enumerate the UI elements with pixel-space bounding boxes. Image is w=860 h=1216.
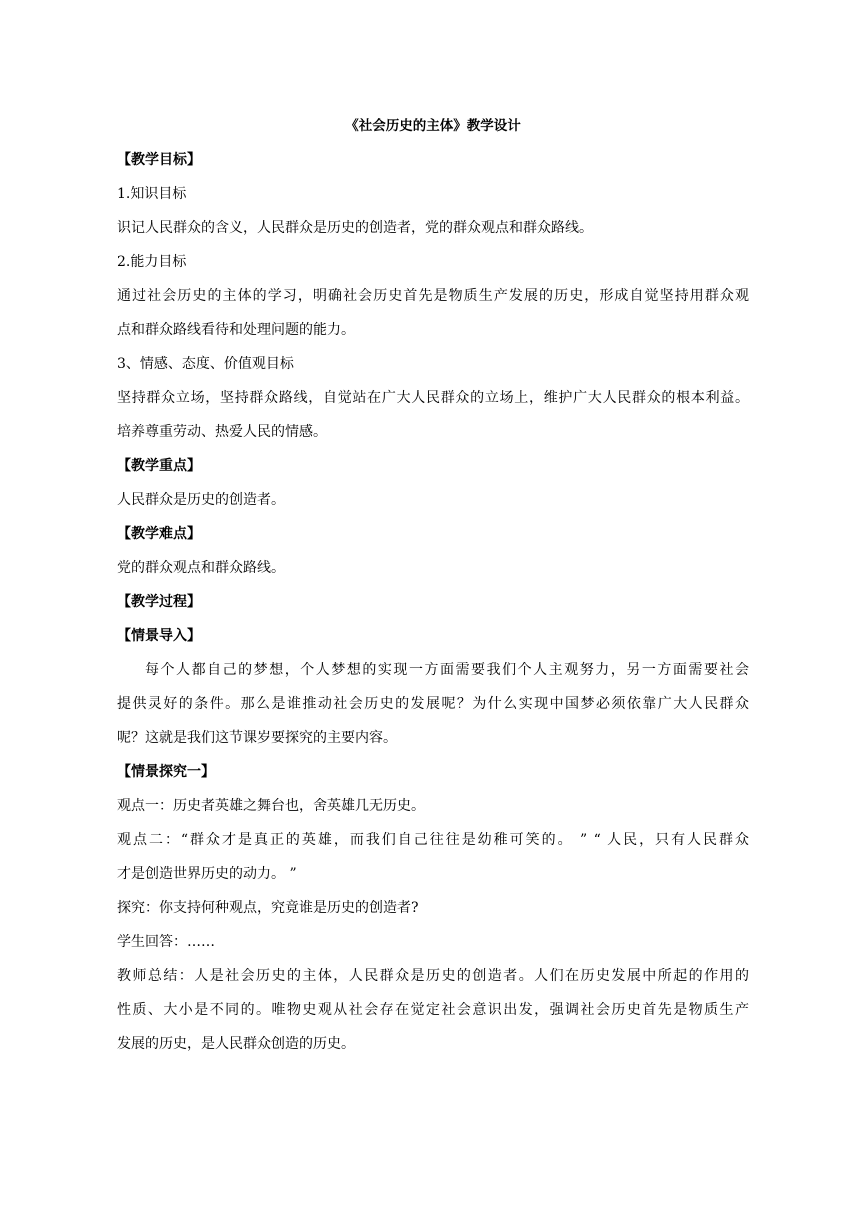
ability-text-line-2: 点和群众路线看待和处理问题的能力。 bbox=[117, 322, 355, 338]
values-text-line-2: 培养尊重劳动、热爱人民的情感。 bbox=[117, 424, 327, 440]
summary-line-1: 教师总结：人是社会历史的主体，人民群众是历史的创造者。人们在历史发展中所起的作用的 bbox=[117, 968, 749, 984]
view-two-line-1: 观点二：“群众才是真正的英雄，而我们自己往往是幼稚可笑的。 ” “ 人民，只有人民群众 bbox=[117, 832, 749, 848]
intro-text-line-2: 提供灵好的条件。那么是谁推动社会历史的发展呢？为什么实现中国梦必须依靠广大人民群众 bbox=[117, 696, 749, 712]
key-points-text: 人民群众是历史的创造者。 bbox=[117, 492, 285, 508]
document-title: 《社会历史的主体》教学设计 bbox=[345, 118, 521, 134]
difficulty-text: 党的群众观点和群众路线。 bbox=[117, 560, 285, 576]
view-one: 观点一：历史者英雄之舞台也，舍英雄几无历史。 bbox=[117, 798, 425, 814]
student-answer: 学生回答：…… bbox=[117, 934, 215, 950]
knowledge-text: 识记人民群众的含义，人民群众是历史的创造者，党的群众观点和群众路线。 bbox=[117, 220, 593, 236]
view-two-line-2: 才是创造世界历史的动力。 ” bbox=[117, 866, 297, 882]
inquiry-text: 探究：你支持何种观点，究竟谁是历史的创造者? bbox=[117, 900, 419, 916]
summary-line-2: 性质、大小是不同的。唯物史观从社会存在觉定社会意识出发，强调社会历史首先是物质生产 bbox=[117, 1002, 749, 1018]
document-body bbox=[117, 109, 749, 1061]
intro-text-line-1: 每个人都自己的梦想，个人梦想的实现一方面需要我们个人主观努力，另一方面需要社会 bbox=[145, 662, 749, 678]
intro-text-line-3: 呢？这就是我们这节课岁要探究的主要内容。 bbox=[117, 730, 397, 746]
summary-line-3: 发展的历史，是人民群众创造的历史。 bbox=[117, 1036, 355, 1052]
ability-text-line-1: 通过社会历史的主体的学习，明确社会历史首先是物质生产发展的历史，形成自觉坚持用群众观 bbox=[117, 288, 749, 304]
knowledge-heading: 1.知识目标 bbox=[117, 186, 187, 202]
objectives-heading: 【教学目标】 bbox=[117, 152, 201, 168]
ability-heading: 2.能力目标 bbox=[117, 254, 187, 270]
intro-heading: 【情景导入】 bbox=[117, 628, 201, 644]
values-heading: 3、情感、态度、价值观目标 bbox=[117, 356, 294, 372]
values-text-line-1: 坚持群众立场，坚持群众路线，自觉站在广大人民群众的立场上，维护广大人民群众的根本利益。 bbox=[117, 390, 749, 406]
key-points-heading: 【教学重点】 bbox=[117, 458, 201, 474]
process-heading: 【教学过程】 bbox=[117, 594, 201, 610]
difficulty-heading: 【教学难点】 bbox=[117, 526, 201, 542]
explore-heading: 【情景探究一】 bbox=[117, 764, 215, 780]
